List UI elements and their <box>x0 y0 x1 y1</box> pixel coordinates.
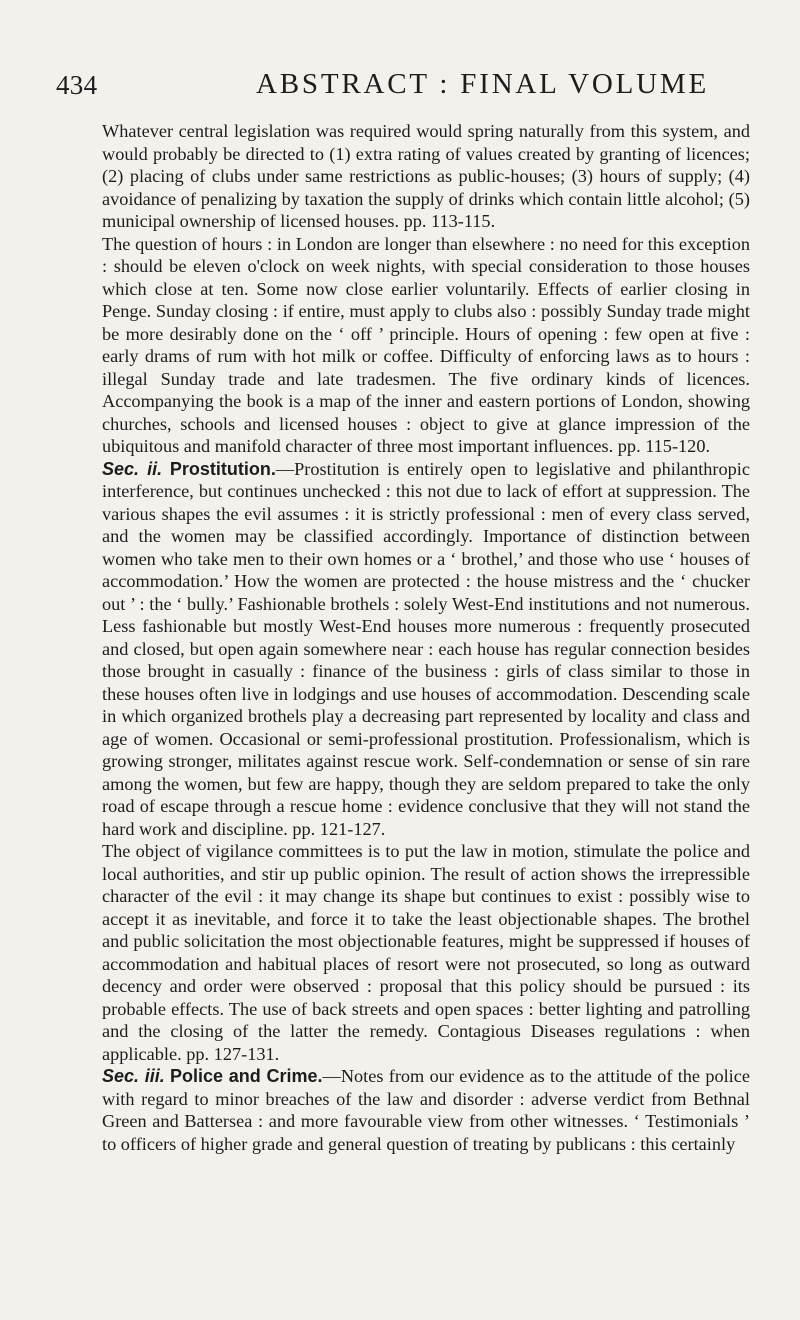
page-header <box>56 62 756 108</box>
section-title: Police and Crime. <box>170 1066 323 1086</box>
paragraph-question-of-hours: The question of hours : in London are longer than elsewhere : no need for this exception : should be eleven o'clock on week nights, with special consideration to those houses which close at ten. Some now close earlier voluntarily. Effects of earlier closing in Penge. Sunday closing : if entire, must apply to clubs also : possibly Sunday trade might be more desirably done on the ‘ off ’ principle. Hours of opening : few open at five : early drams of rum with hot milk or coffee. Difficulty of enforcing laws as to hours : illegal Sunday trade and late tradesmen. The five ordinary kinds of licences. Accompanying the book is a map of the inner and eastern portions of London, showing churches, schools and licensed houses : object to give at glance impression of the ubiquitous and manifold character of three most important influences. pp. 115-120. <box>102 233 750 456</box>
paragraph-section-police-crime <box>102 1065 750 1155</box>
section-text: —Prostitution is entirely open to legislative and philanthropic interference, but continues unchecked : this not due to lack of effort at suppression. The various shapes the evil assumes : it is strictly professional : men of every class served, and the women may be classified accordingly. Importance of distinction between women who take men to their own homes or a ‘ brothel,’ and those who use ‘ houses of accommodation.’ How the women are protected : the house mistress and the ‘ chucker out ’ : the ‘ bully.’ Fashionable brothels : solely West-End institutions and not numerous. Less fashionable but mostly West-End houses more numerous : frequently prosecuted and closed, but open again somewhere near : each house has regular connection besides those brought in casually : finance of the business : girls of class similar to those in these houses often live in lodgings and use houses of accommodation. Descending scale in which organized brothels play a decreasing part represented by locality and class and age of women. Occasional or semi-professional prostitution. Professionalism, which is growing stronger, militates against rescue work. Self-condemnation or sense of sin rare among the women, but few are happy, though they are seldom prepared to take the only road of escape through a rescue home : evidence conclusive that they will not stand the hard work and discipline. pp. 121-127. <box>102 458 750 839</box>
page-number: 434 <box>56 70 98 100</box>
page-body <box>102 120 750 1155</box>
running-head: ABSTRACT : FINAL VOLUME <box>256 68 709 100</box>
paragraph-central-legislation: Whatever central legislation was required would spring naturally from this system, and would probably be directed to (1) extra rating of values created by granting of licences; (2) placing of clubs under same restrictions as public-houses; (3) hours of supply; (4) avoidance of penalizing by taxation the supply of drinks which contain little alcohol; (5) municipal ownership of licensed houses. pp. 113-115. <box>102 121 750 231</box>
paragraph-vigilance-committees: The object of vigilance committees is to put the law in motion, stimulate the police and local authorities, and stir up public opinion. The result of action shows the irrepressible character of the evil : it may change its shape but continues to exist : possibly wise to accept it as inevitable, and force it to take the least objectionable shapes. The brothel and public solicitation the most objectionable features, might be suppressed if houses of accommodation and habitual places of resort were not prosecuted, so long as outward decency and order were observed : proposal that this policy should be pursued : its probable effects. The use of back streets and open spaces : better lighting and patrolling and the closing of the latter the remedy. Contagious Diseases regulations : when applicable. pp. 127-131. <box>102 841 750 1064</box>
section-text: —Notes from our evidence as to the attitude of the police with regard to minor breaches of the law and disorder : adverse verdict from Bethnal Green and Battersea : and more favourable view from other witnesses. ‘ Testimonials ’ to officers of higher grade and general question of treating by publicans : this certainly <box>102 1066 750 1154</box>
section-label: Sec. ii. <box>102 458 163 479</box>
section-title: Prostitution. <box>169 458 276 479</box>
paragraph-section-prostitution <box>102 458 750 841</box>
section-label: Sec. iii. <box>102 1066 165 1086</box>
